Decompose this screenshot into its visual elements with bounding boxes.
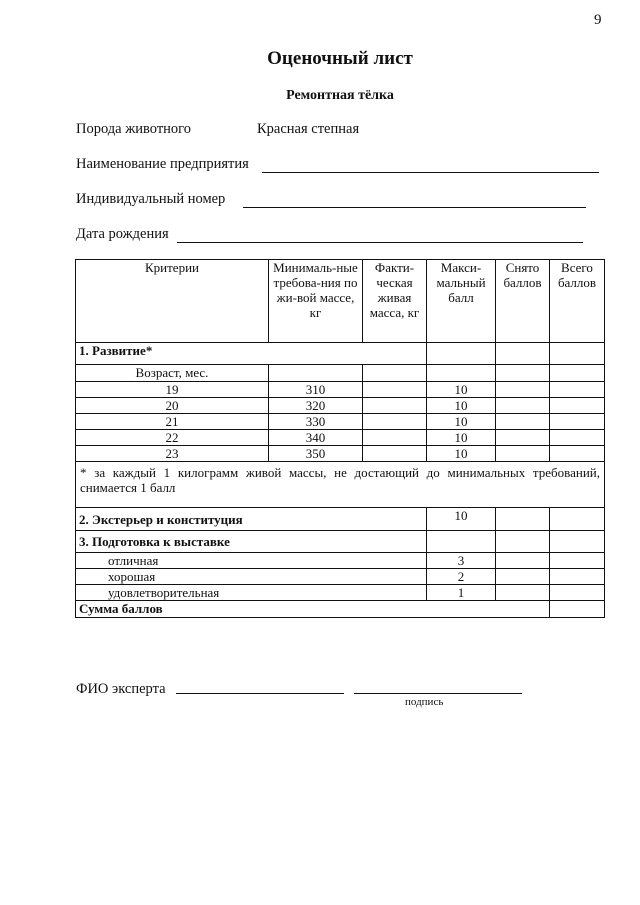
age-label-row <box>76 365 605 382</box>
deducted-cell[interactable] <box>496 508 550 531</box>
age-value: 22 <box>76 430 269 446</box>
table-cell <box>496 365 550 382</box>
table-cell <box>496 531 550 553</box>
total-cell[interactable] <box>550 382 605 398</box>
table-cell <box>427 365 496 382</box>
development-footnote: * за каждый 1 килограмм живой массы, не достающий до минимальных требований, снимается 1 балл <box>76 462 605 508</box>
birth-date-label: Дата рождения <box>76 226 169 242</box>
actual-weight-cell[interactable] <box>363 414 427 430</box>
document-subtitle: Ремонтная тёлка <box>286 88 394 103</box>
table-cell <box>269 365 363 382</box>
individual-number-label: Индивидуальный номер <box>76 191 226 207</box>
table-cell <box>550 365 605 382</box>
header-total: Всего баллов <box>550 260 605 343</box>
deducted-cell[interactable] <box>496 553 550 569</box>
table-cell[interactable] <box>496 343 550 365</box>
section-development-title: 1. Развитие* <box>76 343 427 365</box>
total-cell[interactable] <box>550 569 605 585</box>
min-weight-value: 330 <box>269 414 363 430</box>
table-cell[interactable] <box>550 343 605 365</box>
section-development-row <box>76 343 605 365</box>
min-weight-value: 310 <box>269 382 363 398</box>
total-cell[interactable] <box>550 414 605 430</box>
expert-name-label: ФИО эксперта <box>76 681 166 697</box>
deducted-cell[interactable] <box>496 414 550 430</box>
breed-value: Красная степная <box>257 121 360 137</box>
show-level-label: отличная <box>76 553 427 569</box>
table-cell <box>363 365 427 382</box>
show-level-label: удовлетворительная <box>76 585 427 601</box>
individual-number-input-line[interactable] <box>243 207 586 208</box>
age-value: 20 <box>76 398 269 414</box>
max-score-value: 10 <box>427 446 496 462</box>
total-cell[interactable] <box>550 398 605 414</box>
expert-name-input-line[interactable] <box>176 693 344 694</box>
show-max-score: 1 <box>427 585 496 601</box>
total-cell[interactable] <box>550 430 605 446</box>
total-cell[interactable] <box>550 508 605 531</box>
deducted-cell[interactable] <box>496 382 550 398</box>
deducted-cell[interactable] <box>496 446 550 462</box>
min-weight-value: 350 <box>269 446 363 462</box>
min-weight-value: 340 <box>269 430 363 446</box>
max-score-value: 10 <box>427 430 496 446</box>
table-row <box>76 585 605 601</box>
age-label: Возраст, мес. <box>76 365 269 382</box>
total-cell[interactable] <box>550 553 605 569</box>
deducted-cell[interactable] <box>496 430 550 446</box>
table-row <box>76 382 605 398</box>
total-cell[interactable] <box>550 585 605 601</box>
actual-weight-cell[interactable] <box>363 398 427 414</box>
header-actual-weight: Факти-ческая живая масса, кг <box>363 260 427 343</box>
footnote-row <box>76 462 605 508</box>
enterprise-label: Наименование предприятия <box>76 156 249 172</box>
section-show-title: 3. Подготовка к выставке <box>76 531 427 553</box>
signature-line[interactable] <box>354 693 522 694</box>
show-max-score: 3 <box>427 553 496 569</box>
total-cell[interactable] <box>550 446 605 462</box>
table-header-row <box>76 260 605 343</box>
sum-label: Сумма баллов <box>76 601 550 618</box>
sum-total-cell[interactable] <box>550 601 605 618</box>
max-score-value: 10 <box>427 398 496 414</box>
enterprise-input-line[interactable] <box>262 172 599 173</box>
header-max-score: Макси-мальный балл <box>427 260 496 343</box>
min-weight-value: 320 <box>269 398 363 414</box>
table-row <box>76 446 605 462</box>
document-title: Оценочный лист <box>267 48 413 69</box>
section-show-row <box>76 531 605 553</box>
table-cell <box>550 531 605 553</box>
deducted-cell[interactable] <box>496 585 550 601</box>
table-cell[interactable] <box>427 343 496 365</box>
deducted-cell[interactable] <box>496 569 550 585</box>
table-row <box>76 430 605 446</box>
age-value: 19 <box>76 382 269 398</box>
deducted-cell[interactable] <box>496 398 550 414</box>
header-deducted: Снято баллов <box>496 260 550 343</box>
header-criteria: Критерии <box>76 260 269 343</box>
section-exterior-title: 2. Экстерьер и конституция <box>76 508 427 531</box>
table-row <box>76 569 605 585</box>
page-number: 9 <box>594 12 602 28</box>
max-score-value: 10 <box>427 382 496 398</box>
sum-row <box>76 601 605 618</box>
birth-date-input-line[interactable] <box>177 242 583 243</box>
show-max-score: 2 <box>427 569 496 585</box>
max-score-value: 10 <box>427 414 496 430</box>
header-min-requirement: Минималь-ные требова-ния по жи-вой массе, кг <box>269 260 363 343</box>
age-value: 23 <box>76 446 269 462</box>
actual-weight-cell[interactable] <box>363 446 427 462</box>
actual-weight-cell[interactable] <box>363 382 427 398</box>
signature-caption: подпись <box>405 696 444 708</box>
show-level-label: хорошая <box>76 569 427 585</box>
table-row <box>76 414 605 430</box>
evaluation-table <box>75 259 605 618</box>
actual-weight-cell[interactable] <box>363 430 427 446</box>
section-exterior-row <box>76 508 605 531</box>
breed-label: Порода животного <box>76 121 192 137</box>
table-row <box>76 553 605 569</box>
table-row <box>76 398 605 414</box>
table-cell <box>427 531 496 553</box>
exterior-max-score: 10 <box>427 508 496 531</box>
age-value: 21 <box>76 414 269 430</box>
